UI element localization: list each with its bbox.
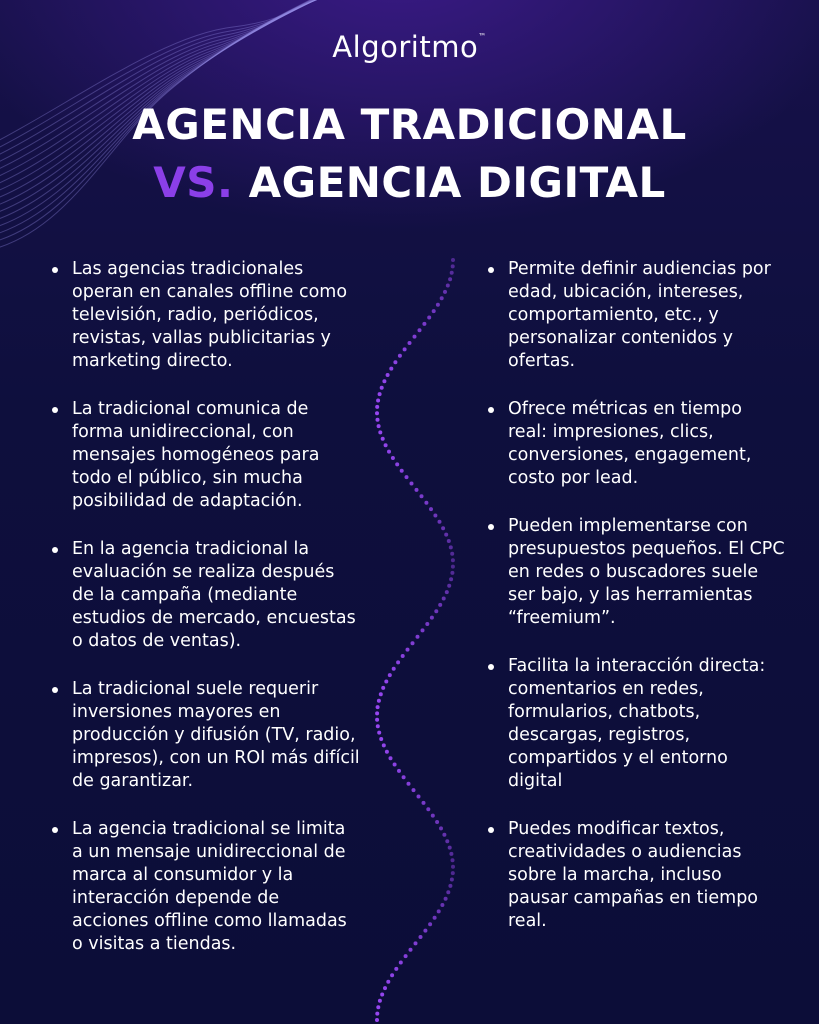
divider-dot — [381, 686, 385, 690]
divider-dot — [429, 507, 433, 511]
divider-dot — [375, 1012, 379, 1016]
divider-dot — [384, 443, 388, 447]
divider-dot — [444, 897, 448, 901]
divider-dot — [403, 347, 407, 351]
digital-agency-list — [486, 258, 786, 933]
list-item: Puedes modificar textos, creatividades o audiencias sobre la marcha, incluso pausar campañas en tiempo real. — [486, 818, 786, 933]
divider-dot — [424, 501, 428, 505]
divider-dot — [380, 993, 384, 997]
divider-dot — [450, 571, 454, 575]
list-item: Ofrece métricas en tiempo real: impresiones, clics, conversiones, engagement, costo por lead. — [486, 398, 786, 490]
divider-dot — [377, 424, 381, 428]
divider-dot — [449, 852, 453, 856]
divider-dot — [376, 1005, 380, 1009]
divider-dot — [388, 673, 392, 677]
divider-dot — [430, 616, 434, 620]
divider-dot — [422, 322, 426, 326]
divider-dot — [451, 558, 455, 562]
list-item: Facilita la interacción directa: comentarios en redes, formularios, chatbots, descargas, registros, compartidos y el entorno digital — [486, 655, 786, 793]
divider-dot — [444, 533, 448, 537]
divider-dot — [442, 833, 446, 837]
divider-dot — [406, 648, 410, 652]
divider-dot — [378, 392, 382, 396]
divider-dot — [438, 603, 442, 607]
divider-dot — [422, 801, 426, 805]
divider-dot — [417, 795, 421, 799]
divider-dot — [375, 411, 379, 415]
divider-dot — [375, 405, 379, 409]
divider-dot — [378, 999, 382, 1003]
divider-dot — [391, 456, 395, 460]
divider-dot — [389, 756, 393, 760]
divider-dot — [447, 539, 451, 543]
divider-dot — [384, 680, 388, 684]
divider-dot — [440, 903, 444, 907]
divider-dot — [446, 284, 450, 288]
divider-dot — [420, 494, 424, 498]
divider-dot — [418, 328, 422, 332]
divider-dot — [435, 820, 439, 824]
divider-dot — [375, 718, 379, 722]
divider-dot — [402, 775, 406, 779]
divider-dot — [445, 839, 449, 843]
divider-dot — [389, 367, 393, 371]
divider-dot — [408, 341, 412, 345]
divider-dot — [380, 386, 384, 390]
divider-dot — [445, 590, 449, 594]
list-item: La tradicional comunica de forma unidireccional, con mensajes homogéneos para todo el público, sin mucha posibilidad de adaptación. — [50, 398, 360, 513]
divider-dot — [375, 711, 379, 715]
divider-dot — [450, 878, 454, 882]
list-item: En la agencia tradicional la evaluación se realiza después de la campaña (mediante estudios de mercado, encuestas o datos de ventas). — [50, 538, 360, 653]
divider-dot — [431, 814, 435, 818]
divider-dot — [394, 967, 398, 971]
divider-dot — [376, 705, 380, 709]
dotted-wave-divider — [360, 255, 470, 1024]
divider-dot — [401, 654, 405, 658]
divider-dot — [398, 354, 402, 358]
brand-logo — [0, 30, 819, 64]
divider-dot — [448, 846, 452, 850]
divider-dot — [383, 986, 387, 990]
divider-dot — [449, 545, 453, 549]
divider-dot — [443, 290, 447, 294]
divider-dot — [392, 667, 396, 671]
divider-dot — [442, 597, 446, 601]
divider-dot — [451, 865, 455, 869]
divider-dot — [451, 264, 455, 268]
divider-dot — [377, 699, 381, 703]
divider-dot — [423, 929, 427, 933]
list-item: Las agencias tradicionales operan en canales offline como televisión, radio, periódicos, revistas, vallas publicitarias y marketing directo. — [50, 258, 360, 373]
divider-dot — [387, 450, 391, 454]
divider-dot — [397, 769, 401, 773]
divider-dot — [436, 303, 440, 307]
divider-dot — [449, 577, 453, 581]
trademark-mark: ™ — [478, 32, 487, 41]
divider-dot — [386, 980, 390, 984]
divider-dot — [451, 258, 455, 262]
divider-dot — [404, 954, 408, 958]
divider-dot — [375, 1018, 379, 1022]
divider-dot — [407, 782, 411, 786]
divider-dot — [382, 379, 386, 383]
divider-dot — [385, 750, 389, 754]
title-vs: VS. — [153, 158, 234, 207]
divider-dot — [396, 660, 400, 664]
divider-dot — [379, 692, 383, 696]
divider-dot — [448, 884, 452, 888]
divider-dot — [428, 922, 432, 926]
divider-dot — [451, 858, 455, 862]
divider-dot — [434, 609, 438, 613]
divider-dot — [426, 807, 430, 811]
divider-dot — [381, 437, 385, 441]
divider-dot — [376, 418, 380, 422]
divider-dot — [377, 731, 381, 735]
divider-dot — [376, 724, 380, 728]
divider-dot — [451, 871, 455, 875]
divider-dot — [448, 277, 452, 281]
divider-dot — [419, 935, 423, 939]
divider-dot — [395, 462, 399, 466]
divider-dot — [411, 641, 415, 645]
title-line-2-text: AGENCIA DIGITAL — [248, 158, 666, 207]
traditional-agency-list — [50, 258, 360, 956]
list-item: La agencia tradicional se limita a un mensaje unidireccional de marca al consumidor y la interacción depende de acciones offline como llamadas o visitas a tiendas. — [50, 818, 360, 956]
divider-dot — [439, 826, 443, 830]
divider-dot — [405, 475, 409, 479]
divider-dot — [379, 737, 383, 741]
divider-dot — [440, 296, 444, 300]
divider-dot — [410, 482, 414, 486]
divider-dot — [433, 916, 437, 920]
divider-dot — [450, 552, 454, 556]
divider-dot — [425, 622, 429, 626]
divider-dot — [413, 335, 417, 339]
divider-dot — [450, 271, 454, 275]
list-item: Pueden implementarse con presupuestos pequeños. El CPC en redes o buscadores suele ser bajo, y las herramientas “freemium”. — [486, 515, 786, 630]
title-line-2 — [0, 158, 819, 207]
divider-dot — [447, 584, 451, 588]
divider-dot — [421, 628, 425, 632]
list-item: La tradicional suele requerir inversiones mayores en producción y difusión (TV, radio, impresos), con un ROI más difícil de garantizar. — [50, 678, 360, 793]
divider-dot — [378, 430, 382, 434]
divider-dot — [446, 890, 450, 894]
divider-dot — [393, 360, 397, 364]
divider-dot — [433, 514, 437, 518]
divider-dot — [414, 941, 418, 945]
brand-logo-text: Algoritmo — [332, 30, 479, 64]
divider-dot — [441, 526, 445, 530]
title-line-1: AGENCIA TRADICIONAL — [132, 100, 687, 149]
list-item: Permite definir audiencias por edad, ubicación, intereses, comportamiento, etc., y personalizar contenidos y ofertas. — [486, 258, 786, 373]
divider-dot — [437, 909, 441, 913]
divider-dot — [399, 961, 403, 965]
divider-dot — [415, 488, 419, 492]
divider-dot — [409, 948, 413, 952]
divider-dot — [386, 373, 390, 377]
divider-dot — [416, 635, 420, 639]
divider-dot — [376, 399, 380, 403]
divider-dot — [382, 743, 386, 747]
divider-dot — [393, 763, 397, 767]
divider-dot — [400, 469, 404, 473]
divider-dot — [438, 520, 442, 524]
divider-dot — [412, 788, 416, 792]
divider-dot — [390, 973, 394, 977]
divider-dot — [432, 309, 436, 313]
divider-dot — [427, 316, 431, 320]
divider-dot — [451, 565, 455, 569]
